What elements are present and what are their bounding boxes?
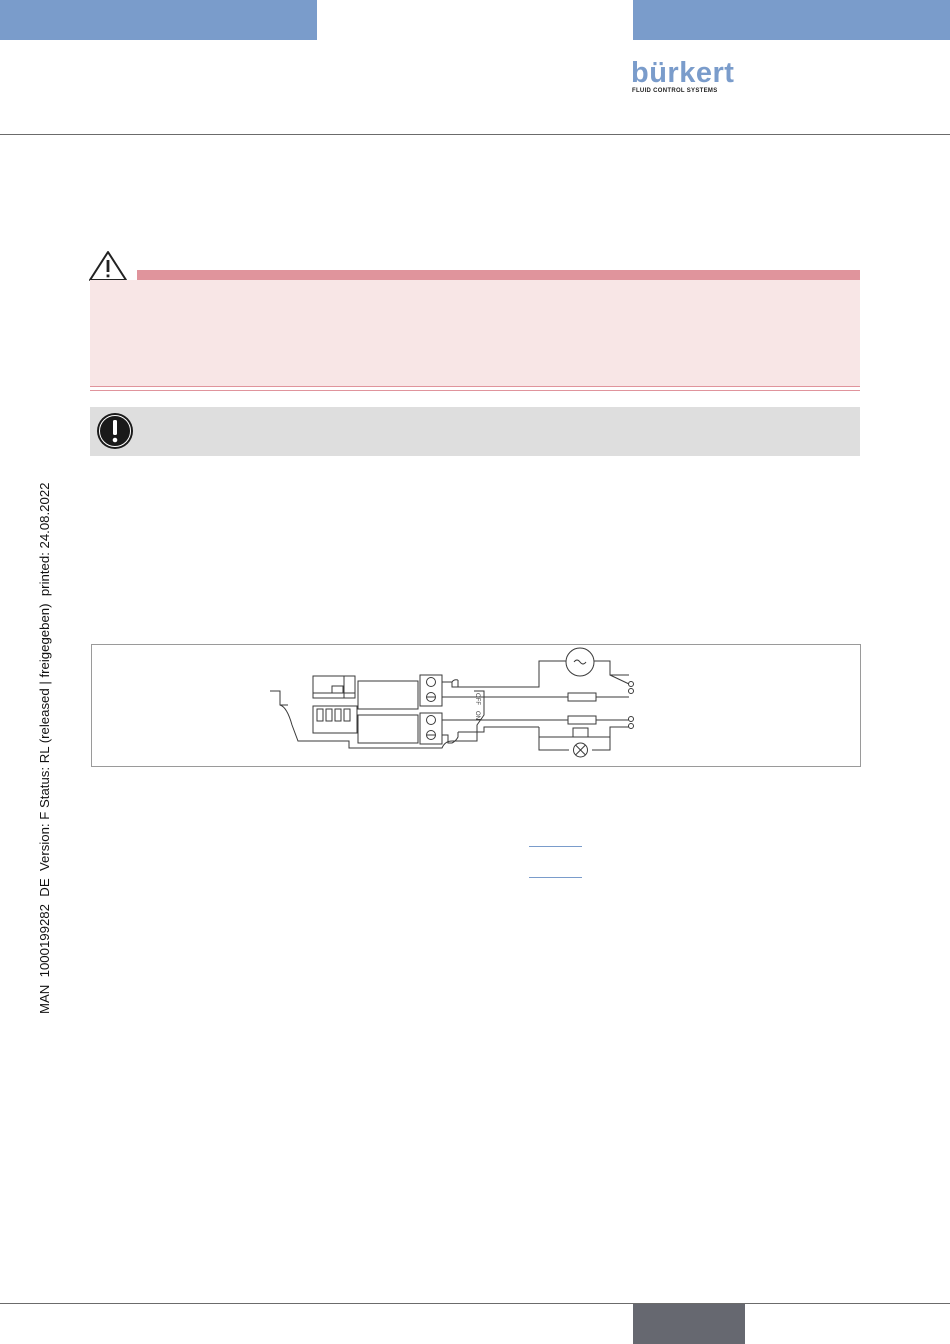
warning-rule-2 [90,390,860,391]
wiring-diagram-svg [92,645,860,766]
header-bar-left [0,0,317,40]
logo-tagline: FLUID CONTROL SYSTEMS [632,88,718,94]
terminal-label-on: ON [474,711,480,720]
output-terminals [629,682,634,729]
cross-reference-link[interactable] [529,877,582,878]
dip-switch-block [313,676,355,698]
warning-band [137,270,860,280]
header-bar-right [633,0,950,40]
page-number-tab [633,1304,745,1344]
header-rule [0,134,950,135]
wiring-diagram [91,644,861,767]
cross-reference-link[interactable] [529,846,582,847]
fuse-icon [568,693,596,724]
terminal-label-off: OFF [474,693,480,705]
relay-upper [358,681,418,709]
note-box [90,407,860,456]
lamp-icon [573,728,588,757]
logo-wordmark: bürkert [631,57,735,89]
warning-box [90,280,860,386]
footer-rule [0,1303,950,1304]
relay-lower [358,715,418,743]
warning-triangle-icon [88,250,128,282]
ac-source-icon [566,648,594,676]
exclamation-circle-icon [96,412,134,450]
ac-loop-wire [458,661,566,687]
warning-rule [90,386,860,387]
document-info-sidebar: MAN 1000199282 DE Version: F Status: RL (released | freigegeben) printed: 24.08.2022 [37,482,52,1014]
burkert-logo [631,57,735,98]
